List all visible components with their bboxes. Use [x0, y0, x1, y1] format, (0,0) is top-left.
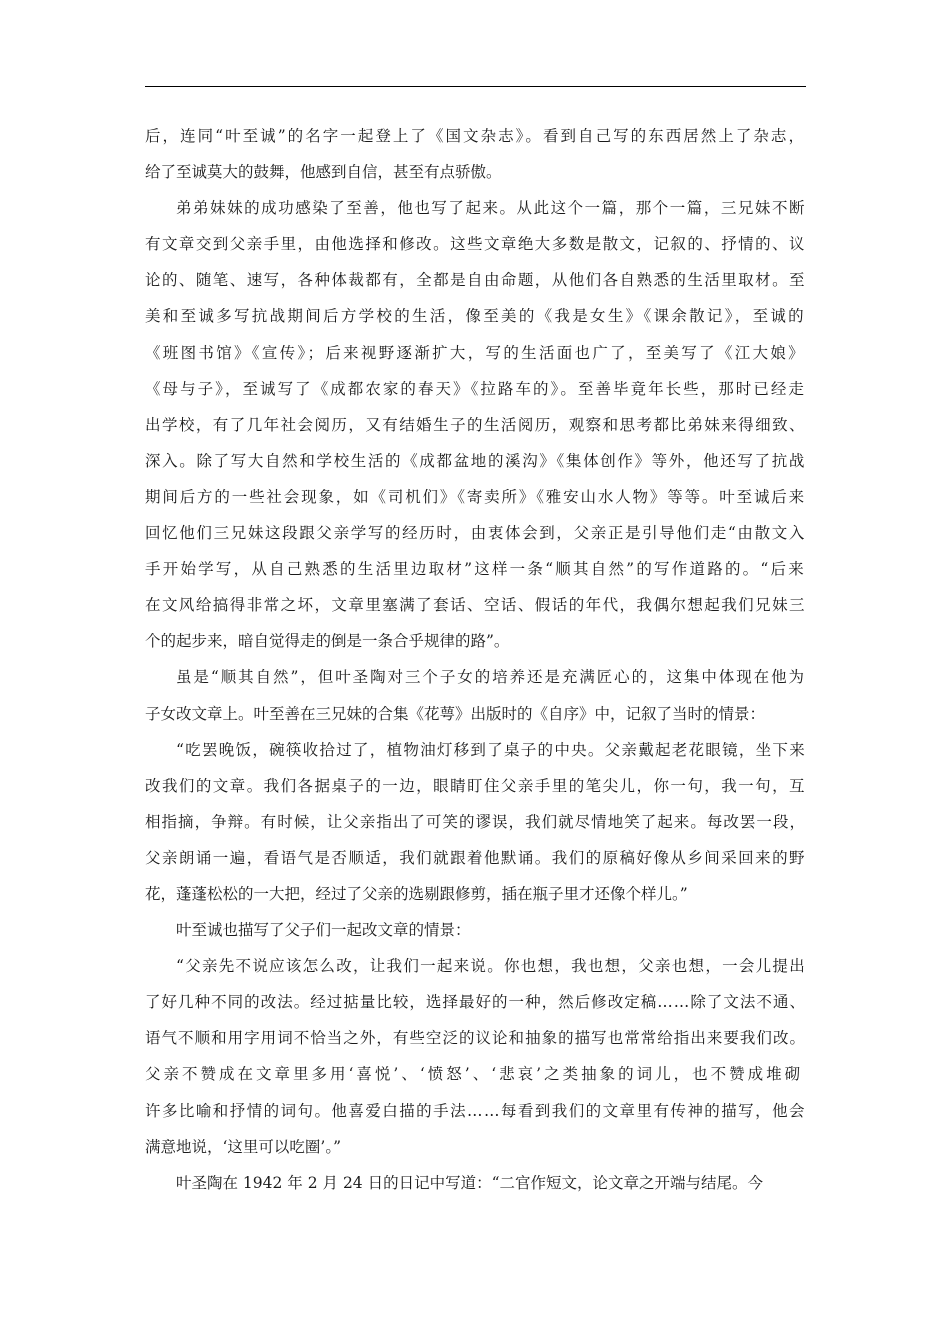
paragraph: [145, 190, 809, 659]
text-line: 父亲不赞成在文章里多用‘喜悦’、‘愤怒’、‘悲哀’之类抽象的词儿，也不赞成堆砌: [145, 1065, 804, 1084]
paragraph: [145, 1165, 809, 1201]
text-line: 子女改文章上。叶至善在三兄妹的合集《花萼》出版时的《自序》中，记叙了当时的情景：: [145, 704, 766, 723]
paragraph: [145, 912, 809, 948]
paragraph: [145, 732, 809, 912]
text-line: 满意地说，‘这里可以吃圈’。”: [145, 1137, 342, 1156]
text-line: 回忆他们三兄妹这段跟父亲学写的经历时，由衷体会到，父亲正是引导他们走“由散文入: [145, 524, 807, 543]
header-rule: [145, 86, 806, 87]
text-line: 父亲朗诵一遍，看语气是否顺适，我们就跟着他默诵。我们的原稿好像从乡间采回来的野: [145, 848, 806, 867]
text-line: 后，连同“叶至诚”的名字一起登上了《国文杂志》。看到自己写的东西居然上了杂志，: [145, 127, 807, 145]
text-line: 语气不顺和用字用词不恰当之外，有些空泛的议论和抽象的描写也常常给指出来要我们改。: [145, 1029, 807, 1048]
text-line: 叶圣陶在 1942 年 2 月 24 日的日记中写道：“二官作短文，论文章之开端与结尾。今: [176, 1173, 764, 1192]
text-line: 深入。除了写大自然和学校生活的《成都盆地的溪沟》《集体创作》等外，他还写了抗战: [145, 451, 806, 470]
text-line: 在文风给搞得非常之坏，文章里塞满了套话、空话、假话的年代，我偶尔想起我们兄妹三: [145, 596, 806, 615]
text-line: “吃罢晚饭，碗筷收拾过了，植物油灯移到了桌子的中央。父亲戴起老花眼镜，坐下来: [176, 740, 806, 759]
text-line: 手开始学写，从自己熟悉的生活里边取材”这样一条“顺其自然”的写作道路的。“后来: [145, 560, 807, 579]
text-line: 虽是“顺其自然”，但叶圣陶对三个子女的培养还是充满匠心的，这集中体现在他为: [176, 668, 806, 687]
text-line: 花，蓬蓬松松的一大把，经过了父亲的选剔跟修剪，插在瓶子里才还像个样儿。”: [145, 884, 688, 903]
text-line: 个的起步来，暗自觉得走的倒是一条合乎规律的路”。: [145, 632, 510, 651]
paragraph: [145, 948, 809, 1165]
text-line: 出学校，有了几年社会阅历，又有结婚生子的生活阅历，观察和思考都比弟妹来得细致、: [145, 415, 806, 434]
paragraph: [145, 659, 809, 731]
text-line: 有文章交到父亲手里，由他选择和修改。这些文章绝大多数是散文，记叙的、抒情的、议: [145, 235, 806, 254]
document-body: [145, 118, 809, 1201]
text-line: “父亲先不说应该怎么改，让我们一起来说。你也想，我也想，父亲也想，一会儿提出: [176, 957, 806, 976]
text-line: 论的、随笔、速写，各种体裁都有，全都是自由命题，从他们各自熟悉的生活里取材。至: [145, 271, 806, 290]
paragraph: [145, 118, 809, 190]
text-line: 弟弟妹妹的成功感染了至善，他也写了起来。从此这个一篇，那个一篇，三兄妹不断: [176, 199, 807, 218]
text-line: 许多比喻和抒情的词句。他喜爱白描的手法……每看到我们的文章里有传神的描写，他会: [145, 1101, 806, 1120]
text-line: 相指摘，争辩。有时候，让父亲指出了可笑的谬误，我们就尽情地笑了起来。每改罢一段，: [145, 812, 807, 831]
text-line: 叶至诚也描写了父子们一起改文章的情景：: [176, 921, 471, 940]
text-line: 美和至诚多写抗战期间后方学校的生活，像至美的《我是女生》《课余散记》，至诚的: [145, 307, 806, 326]
text-line: 给了至诚莫大的鼓舞，他感到自信，甚至有点骄傲。: [145, 163, 502, 182]
text-line: 了好几种不同的改法。经过掂量比较，选择最好的一种，然后修改定稿……除了文法不通、: [145, 993, 807, 1012]
text-line: 《班图书馆》《宣传》；后来视野逐渐扩大，写的生活面也广了，至美写了《江大娘》: [145, 343, 806, 362]
text-line: 《母与子》，至诚写了《成都农家的春天》《拉路车的》。至善毕竟年长些，那时已经走: [145, 379, 806, 398]
text-line: 期间后方的一些社会现象，如《司机们》《寄卖所》《雅安山水人物》等等。叶至诚后来: [145, 487, 806, 506]
text-line: 改我们的文章。我们各据桌子的一边，眼睛盯住父亲手里的笔尖儿，你一句，我一句，互: [145, 776, 806, 795]
